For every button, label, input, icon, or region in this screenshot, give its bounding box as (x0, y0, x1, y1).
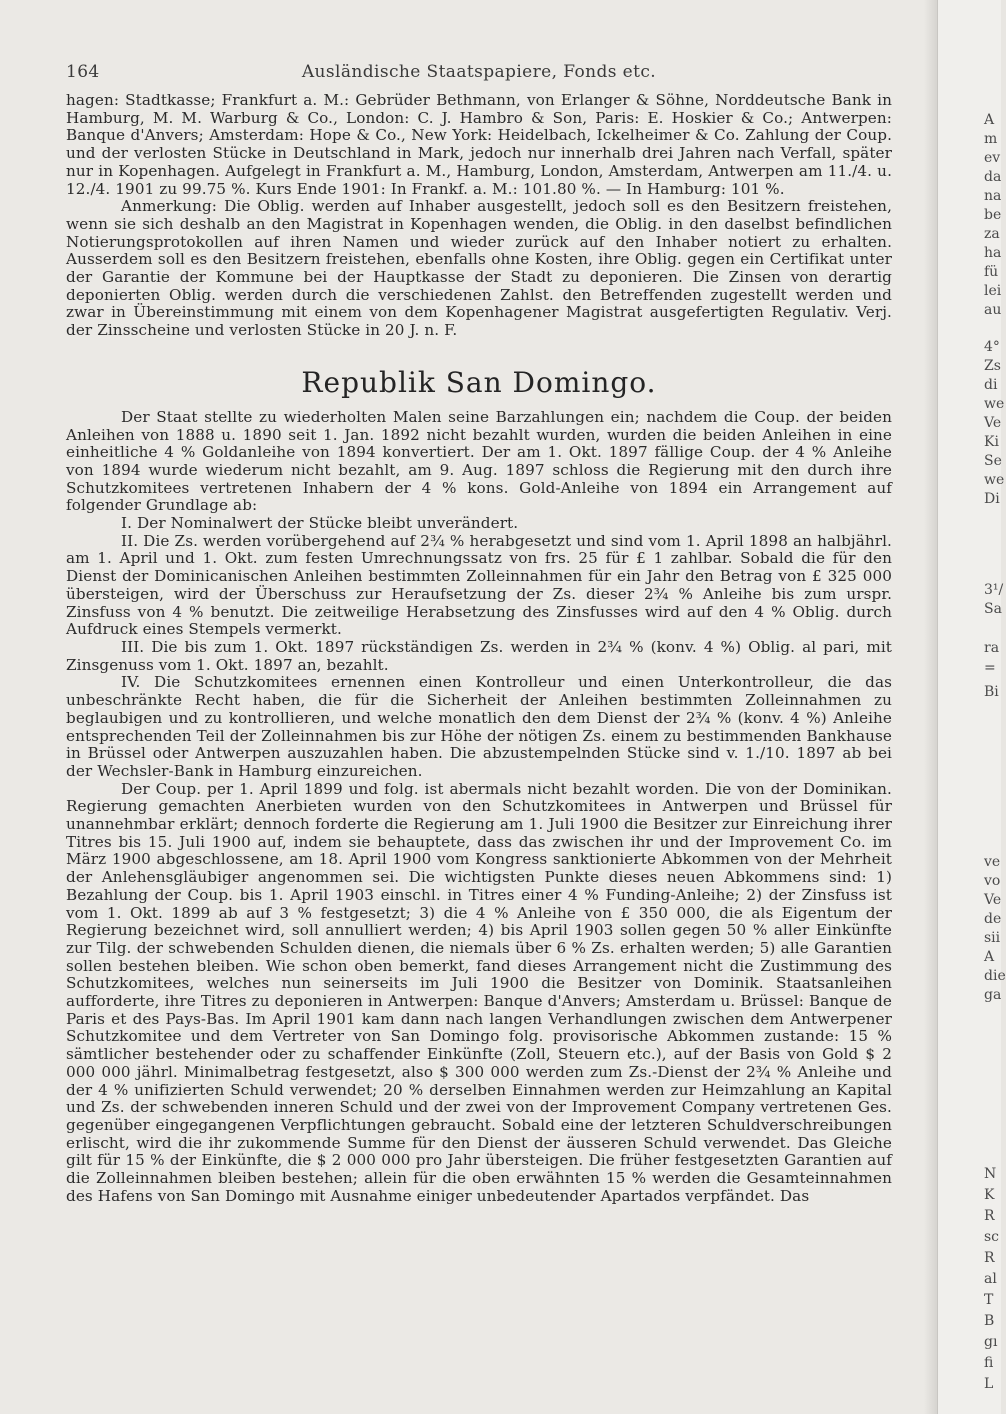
gutter-shadow (924, 0, 937, 1414)
section-title: Republik San Domingo. (301, 365, 657, 399)
main-column (66, 62, 892, 1205)
fringe-fragment: Se (984, 453, 1002, 469)
fringe-fragment: Sa (984, 601, 1002, 617)
fringe-fragment: au (984, 302, 1002, 318)
fringe-fragment: ve (984, 854, 1001, 870)
fringe-fragment: T (984, 1292, 994, 1308)
running-title: Ausländische Staatspapiere, Fonds etc. (301, 62, 657, 82)
fringe-fragment: K (984, 1187, 995, 1203)
fringe-fragment: za (984, 226, 1000, 242)
fringe-fragment: vo (984, 873, 1001, 889)
fringe-fragment: A (984, 112, 995, 128)
fringe-fragment: L (984, 1376, 994, 1392)
fringe-fragment: di (984, 377, 998, 393)
fringe-fragment: be (984, 207, 1002, 223)
adjacent-page-fringe (937, 0, 1006, 1414)
fringe-fragment: R (984, 1250, 995, 1266)
continuation-paragraph: hagen: Stadtkasse; Frankfurt a. M.: Gebrüder Bethmann, von Erlanger & Söhne, Norddeutsche Bank in Hamburg, M. M. Warburg & Co., London: C. J. Hambro & Son, Paris: E. Hoskier & Co.; Antwerpen: Banque d'Anvers; Amsterdam: Hope & Co., New York: Heidelbach, Ickelheimer & Co. Zahlung der Coup. und der verlosten Stücke in Deutschland in Mark, jedoch nur innerhalb drei Jahren nach Verfall, später nur in Kopenhagen. Aufgelegt in Frankfurt a. M., Hamburg, London, Amsterdam, Antwerpen am 11./4. u. 12./4. 1901 zu 99.75 %. Kurs Ende 1901: In Frankf. a. M.: 101.80 %. — In Hamburg: 101 %. (66, 91, 892, 198)
fringe-fragment: Ve (984, 892, 1002, 908)
fringe-fragment: ga (984, 987, 1002, 1003)
fringe-fragment: N (984, 1166, 997, 1182)
section-body (66, 409, 892, 1206)
fringe-fragment: de (984, 911, 1002, 927)
note-paragraph: Anmerkung: Die Oblig. werden auf Inhaber ausgestellt, jedoch soll es den Besitzern freistehen, wenn sie sich deshalb an den Magistrat in Kopenhagen wenden, die Oblig. in den daselbst befindlichen Notierungsprotokollen auf ihren Namen und wieder zurück auf den Inhaber notiert zu erhalten. Ausserdem soll es den Besitzern freistehen, ebenfalls ohne Kosten, ihre Oblig. gegen ein Certifikat unter der Garantie der Kommune bei der Hauptkasse der Stadt zu deponieren. Die Zinsen von derartig deponierten Oblig. werden durch die verschiedenen Zahlst. den Betreffenden zugestellt werden und zwar in Übereinstimmung mit einem von dem Kopenhagener Magistrat ausgefertigten Regulativ. Verj. der Zinsscheine und verlosten Stücke in 20 J. n. F. (66, 197, 892, 340)
fringe-fragment: m (984, 131, 998, 147)
fringe-fragment: al (984, 1271, 997, 1287)
fringe-fragment: Ve (984, 415, 1002, 431)
fringe-fragment: ha (984, 245, 1002, 261)
fringe-fragment: A (984, 949, 995, 965)
fringe-fragment: Ki (984, 434, 999, 450)
fringe-fragment: da (984, 169, 1002, 185)
page-number: 164 (66, 62, 100, 82)
section-paragraph-point-2: II. Die Zs. werden vorübergehend auf 2¾ % herabgesetzt und sind vom 1. April 1898 an halbjährl. am 1. April und 1. Okt. zum festen Umrechnungssatz von frs. 25 für £ 1 zahlbar. Sobald die für den Dienst der Dominicanischen Anleihen bestimmten Zolleinnahmen für ein Jahr den Betrag von £ 325 000 übersteigen, wird der Überschuss zur Heraufsetzung der Zs. dieser 2¾ % Anleihe bis zum urspr. Zinsfuss von 4 % benutzt. Die zeitweilige Herabsetzung des Zinsfusses wird auf den 4 % Oblig. durch Aufdruck eines Stempels vermerkt. (66, 531, 892, 639)
fringe-fragment: fi (984, 1355, 994, 1371)
section-paragraph-point-4: IV. Die Schutzkomitees ernennen einen Kontrolleur und einen Unterkontrolleur, die das unbeschränkte Recht haben, die für die Sicherheit der Anleihen bestimmten Zolleinnahmen zu beglaubigen und zu kontrollieren, und welche monatlich den dem Dienst der 2¾ % (konv. 4 %) Anleihe entsprechenden Teil der Zolleinnahmen bis zur Höhe der nötigen Zs. einem zu bestimmenden Bankhause in Brüssel oder Antwerpen auszuzahlen haben. Die abzustempelnden Stücke sind v. 1./10. 1897 ab bei der Wechsler-Bank in Hamburg einzureichen. (66, 673, 892, 780)
section-paragraph-history: Der Coup. per 1. April 1899 und folg. ist abermals nicht bezahlt worden. Die von der Dominikan. Regierung gemachten Anerbieten wurden von den Schutzkomitees in Antwerpen und Brüssel für unannehmbar erklärt; dennoch forderte die Regierung am 1. Juli 1900 die Besitzer zur Einreichung ihrer Titres bis 15. Juli 1900 auf, indem sie behauptete, dass das zwischen ihr und der Improvement Co. im März 1900 abgeschlossene, am 18. April 1900 vom Kongress sanktionierte Abkommen von der Mehrheit der Anlehensgläubiger angenommen sei. Die wichtigsten Punkte dieses neuen Abkommens sind: 1) Bezahlung der Coup. bis 1. April 1903 einschl. in Titres einer 4 % Funding-Anleihe; 2) der Zinsfuss ist vom 1. Okt. 1899 ab auf 3 % festgesetzt; 3) die 4 % Anleihe von £ 350 000, die als Eigentum der Regierung bezeichnet wird, soll annulliert werden; 4) bis April 1903 sollen gegen 50 % aller Einkünfte zur Tilg. der schwebenden Schulden dienen, die niemals über 6 % Zs. erhalten werden; 5) alle Garantien sollen bestehen bleiben. Wie schon oben bemerkt, fand dieses Arrangement nicht die Zustimmung des Schutzkomitees, welches nun seinerseits im Juli 1900 die Besitzer von Dominik. Staatsanleihen aufforderte, ihre Titres zu deponieren in Antwerpen: Banque d'Anvers; Amsterdam u. Brüssel: Banque de Paris et des Pays-Bas. Im April 1901 kam dann nach langen Verhandlungen zwischen dem Antwerpener Schutzkomitee und dem Vertreter von San Domingo folg. provisorische Abkommen zustande: 15 % sämtlicher bestehender oder zu schaffender Einkünfte (Zoll, Steuern etc.), auf der Basis von Gold $ 2 000 000 jährl. Minimalbetrag festgesetzt, also $ 300 000 werden zum Zs.-Dienst der 2¾ % Anleihe und der 4 % unifizierten Schuld verwendet; 20 % derselben Einnahmen werden zur Heimzahlung an Kapital und Zs. der schwebenden inneren Schuld und der zwei von der Improvement Company vertretenen Ges. gegenüber eingegangenen Verpflichtungen gebraucht. Sobald eine der letzteren Schuldverschreibungen erlischt, wird die ihr zukommende Summe für den Dienst der äusseren Schuld verwendet. Das Gleiche gilt für 15 % der Einkünfte, die $ 2 000 000 pro Jahr übersteigen. Die früher festgesetzten Garantien auf die Zolleinnahmen bleiben bestehen; allein für die oben erwähnten 15 % werden die Gesamteinnahmen des Hafens von San Domingo mit Ausnahme einiger unbedeutender Apartados verpfändet. Das (66, 779, 892, 1205)
fringe-fragment: we (984, 472, 1005, 488)
fringe-fragment: lei (984, 283, 1002, 299)
continuation-block (66, 92, 892, 340)
fringe-fragment: B (984, 1313, 995, 1329)
section-paragraph-point-3: III. Die bis zum 1. Okt. 1897 rückständigen Zs. werden in 2¾ % (konv. 4 %) Oblig. al pari, mit Zinsgenuss vom 1. Okt. 1897 an, bezahlt. (66, 637, 892, 674)
fringe-fragment: Di (984, 491, 1000, 507)
fringe-fragment: 4° (984, 339, 1000, 355)
fringe-fragment: 3¹/ (984, 582, 1004, 598)
fringe-fragment: die (984, 968, 1006, 984)
fringe-fragment: ra (984, 640, 1000, 656)
fringe-fragment: we (984, 396, 1005, 412)
fringe-fragment: Bi (984, 684, 999, 700)
fringe-fragment: sii (984, 930, 1001, 946)
fringe-fragment: R (984, 1208, 995, 1224)
section-paragraph-intro: Der Staat stellte zu wiederholten Malen seine Barzahlungen ein; nachdem die Coup. der beiden Anleihen von 1888 u. 1890 seit 1. Jan. 1892 nicht bezahlt wurden, wurden die beiden Anleihen in eine einheitliche 4 % Goldanleihe von 1894 konvertiert. Der am 1. Okt. 1897 fällige Coup. der 4 % Anleihe von 1894 wurde wiederum nicht bezahlt, am 9. Aug. 1897 schloss die Regierung mit den durch ihre Schutzkomitees vertretenen Inhabern der 4 % kons. Gold-Anleihe von 1894 ein Arrangement auf folgender Grundlage ab: (66, 407, 892, 515)
fringe-fragment: sc (984, 1229, 1000, 1245)
fringe-fragment: gı (984, 1334, 998, 1350)
section-paragraph-point-1: I. Der Nominalwert der Stücke bleibt unverändert. (121, 514, 519, 533)
fringe-fragment: = (984, 660, 996, 676)
page-header (66, 62, 892, 92)
fringe-fragment: na (984, 188, 1002, 204)
fringe-fragment: ev (984, 150, 1001, 166)
fringe-fragment: fü (984, 264, 999, 280)
fringe-fragment: Zs (984, 358, 1001, 374)
